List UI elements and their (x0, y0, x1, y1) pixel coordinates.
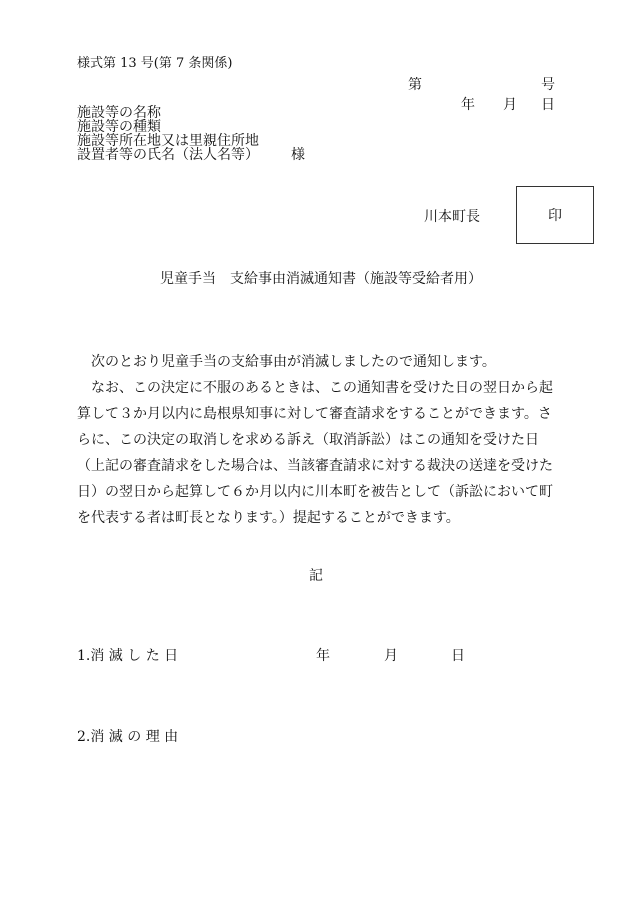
form-number: 様式第 13 号(第 7 条関係) (77, 56, 233, 71)
notice-paragraph-2: なお、この決定に不服のあるときは、この通知書を受けた日の翌日から起算して３か月以内に島根県知事に対して審査請求をすることができます。さらに、この決定の取消しを求める訴え（取消訴訟）はこの通知を受けた日（上記の審査請求をした場合は、当該審査請求に対する裁決の送達を受けた日）の翌日から起算して６か月以内に川本町を被告として（訴訟において町を代表する者は町長となります。）提起することができます。 (77, 380, 553, 526)
operator-name-text: 設置者等の氏名（法人名等） (77, 147, 259, 163)
notice-paragraph-1: 次のとおり児童手当の支給事由が消滅しましたので通知します。 (91, 354, 496, 370)
addressee-block (77, 106, 305, 162)
date-month: 月 (503, 97, 517, 113)
doc-number-suffix: 号 (541, 77, 555, 93)
facility-name-label: 施設等の名称 (77, 105, 161, 121)
date-day: 日 (541, 97, 555, 113)
document-title: 児童手当 支給事由消滅通知書（施設等受給者用） (160, 271, 482, 287)
ki-heading: 記 (309, 568, 323, 584)
seal-box (516, 186, 594, 244)
item1-month: 月 (384, 648, 398, 664)
item2-label: 2.消 滅 の 理 由 (77, 729, 179, 745)
notice-body (77, 349, 555, 531)
issuer-title: 川本町長 (424, 209, 480, 225)
item1-label: 1.消 滅 し た 日 (77, 648, 179, 664)
seal-label: 印 (548, 208, 562, 224)
item1-year: 年 (316, 648, 330, 664)
item1-day: 日 (451, 648, 465, 664)
operator-name-label (77, 148, 305, 162)
date-year: 年 (461, 97, 475, 113)
facility-type-label: 施設等の種類 (77, 119, 161, 135)
facility-address-label: 施設等所在地又は里親住所地 (77, 133, 259, 149)
doc-number-prefix: 第 (408, 77, 422, 93)
honorific: 様 (291, 147, 305, 163)
